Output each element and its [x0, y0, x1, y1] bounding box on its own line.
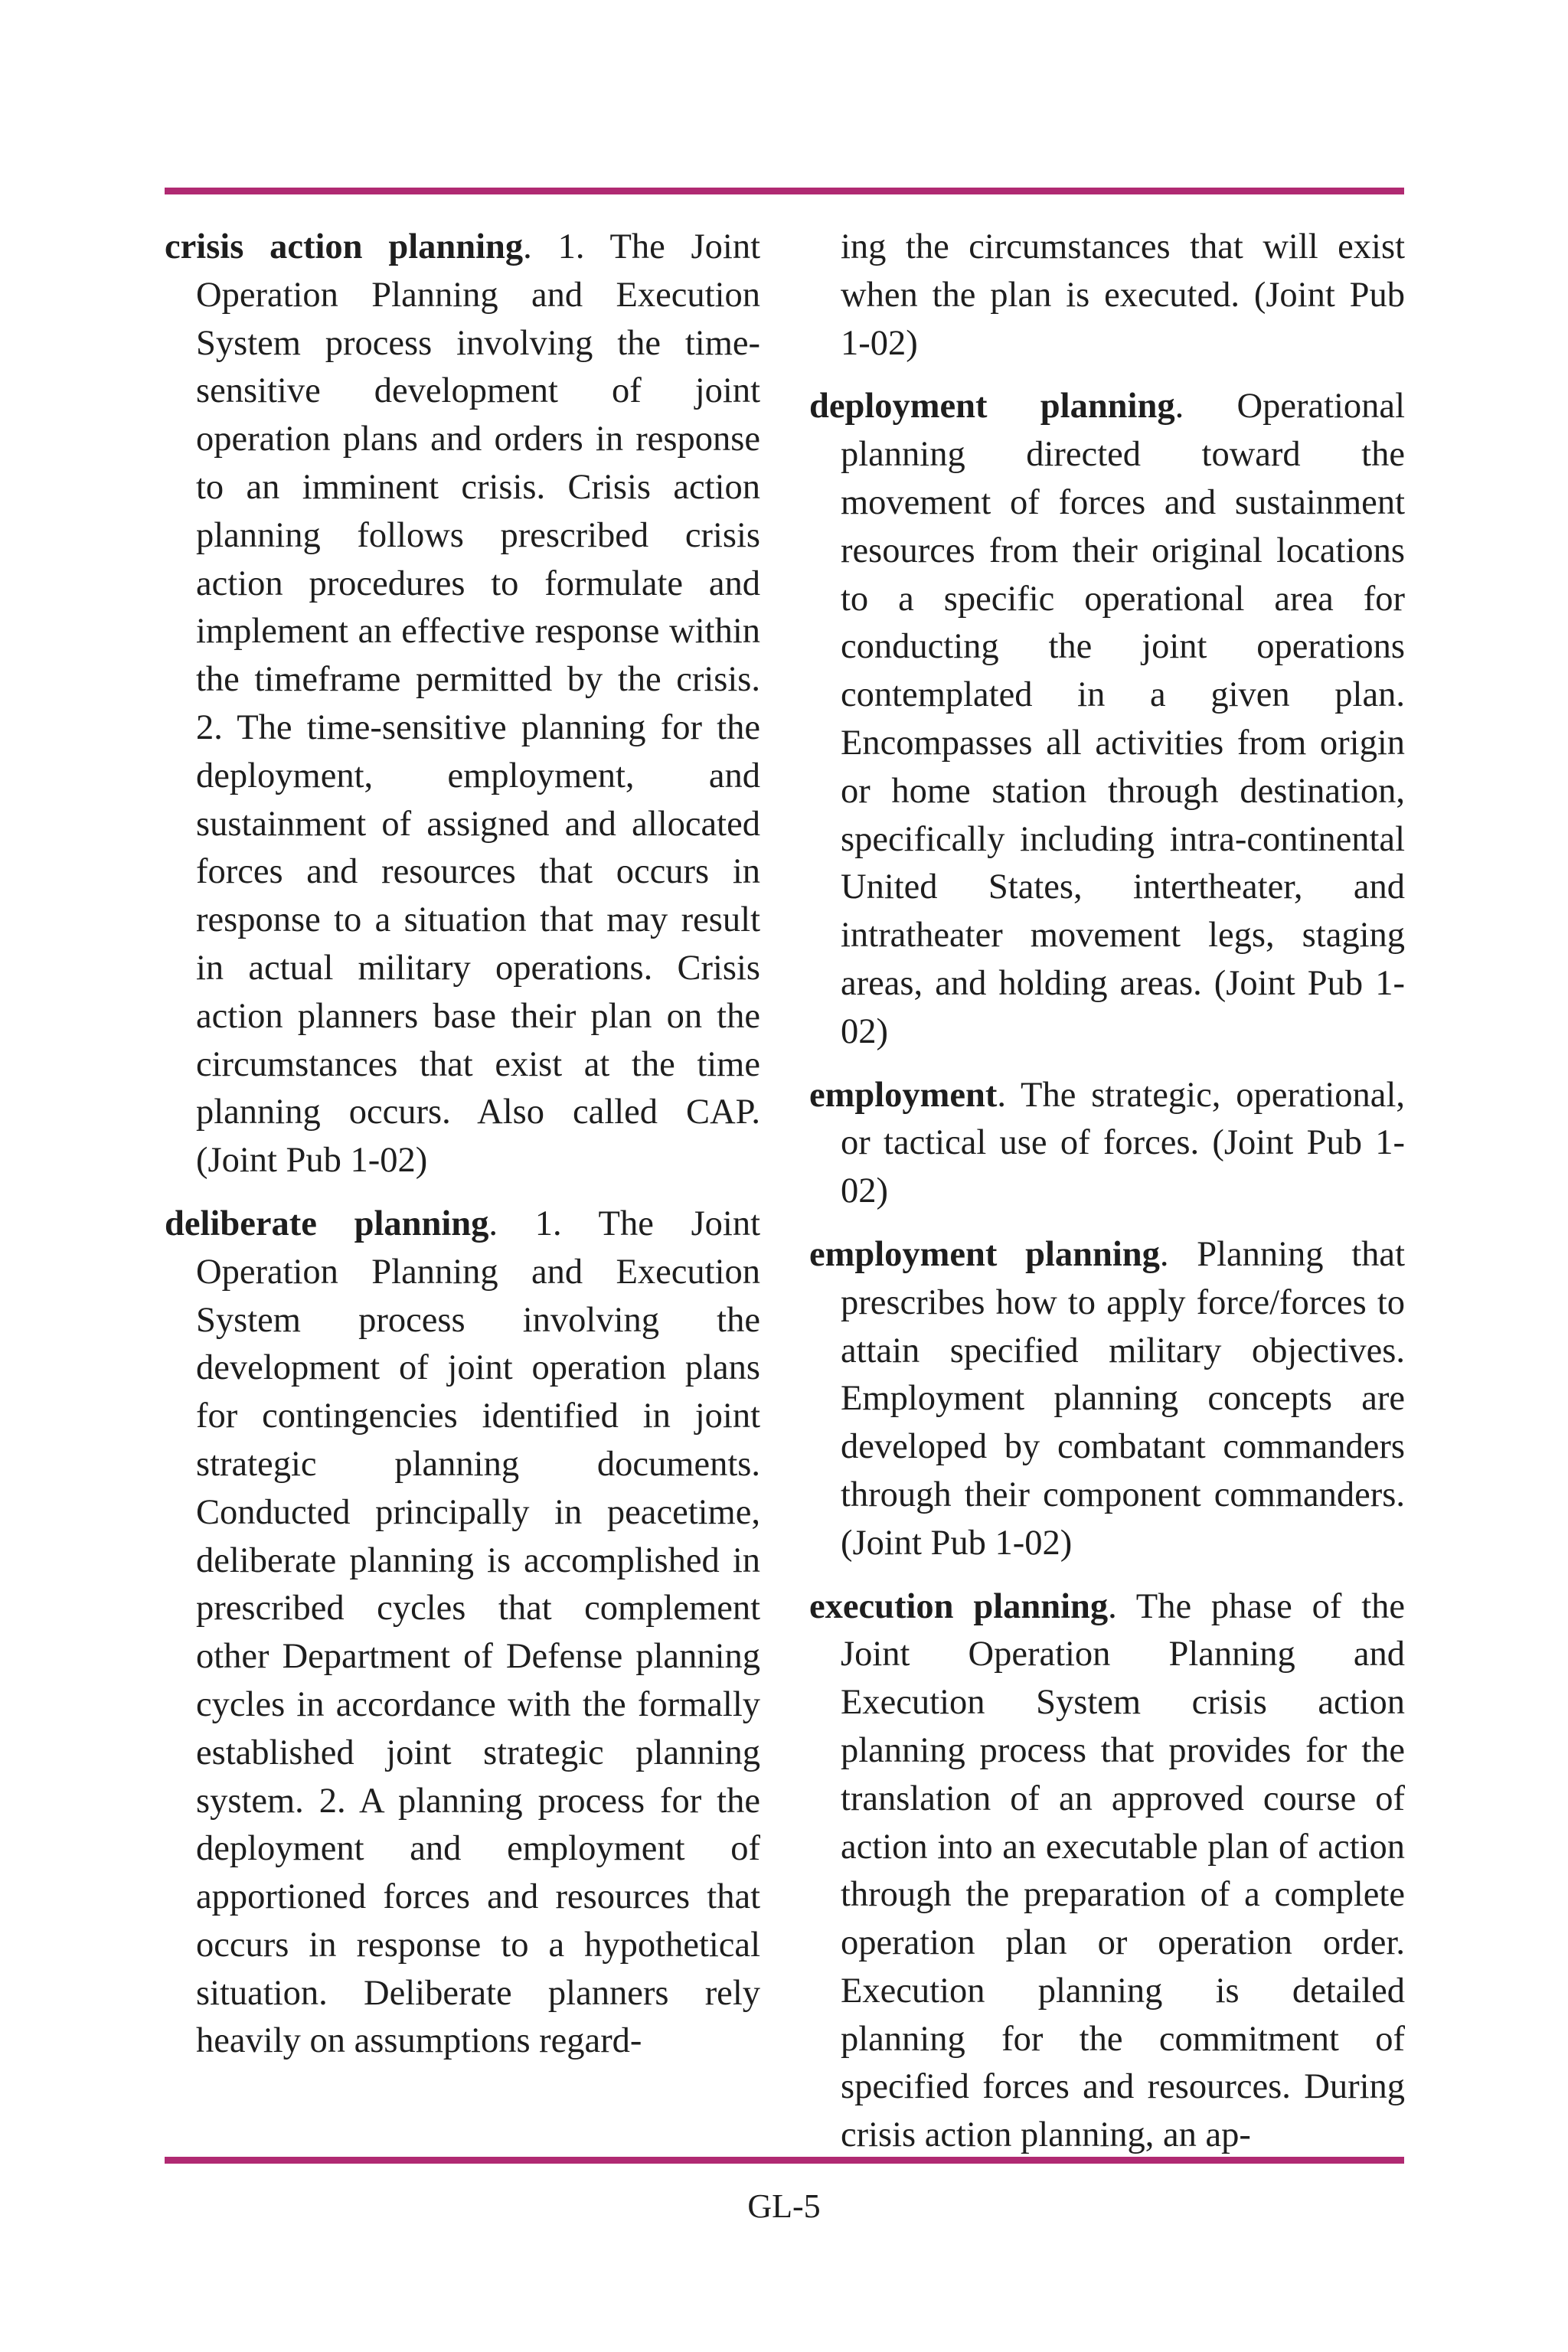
glossary-term: crisis action planning	[165, 227, 524, 266]
glossary-term: deliberate planning	[165, 1204, 489, 1243]
page-number: GL-5	[747, 2187, 821, 2225]
glossary-definition: . 1. The Joint Operation Planning and Execution System process involving the development of joint operation plans for contingencies identified in joint strategic planning documents. Conducted principally in peacetime, deliberate planning is accomplished in prescribed cycles that complement other Department of Defense planning cycles in accordance with the formally established joint strategic planning system. 2. A planning process for the deployment and employment of apportioned forces and resources that occurs in response to a hypothetical situation. Deliberate planners rely heavily on assumptions regard-	[196, 1204, 761, 2061]
glossary-term: employment	[809, 1075, 998, 1115]
top-rule	[165, 188, 1404, 194]
glossary-entry-deliberate-planning	[165, 1200, 760, 2066]
bottom-rule	[165, 2157, 1404, 2164]
glossary-entry-execution-planning	[809, 1583, 1405, 2161]
glossary-entry-crisis-action-planning	[165, 224, 760, 1185]
glossary-definition: . The phase of the Joint Operation Planning and Execution System crisis action planning process that provides for the translation of an approved course of action into an executable plan of action through the preparation of a complete operation plan or operation order. Execution planning is detailed planning for the commitment of specified forces and resources. During crisis action planning, an ap-	[841, 1586, 1406, 2155]
glossary-definition: . The strategic, operational, or tactical use of forces. (Joint Pub 1-02)	[841, 1075, 1405, 1211]
left-column	[165, 224, 760, 2081]
right-column	[809, 224, 1405, 2175]
continued-definition: ing the circumstances that will exist when the plan is executed. (Joint Pub 1-02)	[841, 227, 1405, 363]
glossary-entry-employment-planning	[809, 1231, 1405, 1568]
glossary-entry-deployment-planning	[809, 383, 1405, 1056]
glossary-entry-continuation	[809, 224, 1405, 368]
glossary-definition: . 1. The Joint Operation Planning and Execution System process involving the time-sensitive development of joint operation plans and orders in response to an imminent crisis. Crisis action planning follows prescribed crisis action procedures to formulate and implement an effective response within the timeframe permitted by the crisis. 2. The time-sensitive planning for the deployment, employment, and sustainment of assigned and allocated forces and resources that occurs in response to a situation that may result in actual military operations. Crisis action planners base their plan on the circumstances that exist at the time planning occurs. Also called CAP. (Joint Pub 1-02)	[196, 227, 760, 1181]
glossary-term: deployment planning	[809, 387, 1175, 426]
glossary-term: employment planning	[809, 1234, 1160, 1274]
glossary-term: execution planning	[809, 1586, 1109, 1626]
glossary-definition: . Operational planning directed toward the movement of forces and sustainment resources from their original locations to a specific operational area for conducting the joint operations contemplated in a given plan. Encompasses all activities from origin or home station through destination, specifically including intra-continental United States, intertheater, and intratheater movement legs, staging areas, and holding areas. (Joint Pub 1-02)	[841, 387, 1405, 1051]
glossary-definition: . Planning that prescribes how to apply force/forces to attain specified military objectives. Employment planning concepts are developed by combatant commanders through their component commanders. (Joint Pub 1-02)	[841, 1234, 1405, 1563]
glossary-entry-employment	[809, 1072, 1405, 1216]
